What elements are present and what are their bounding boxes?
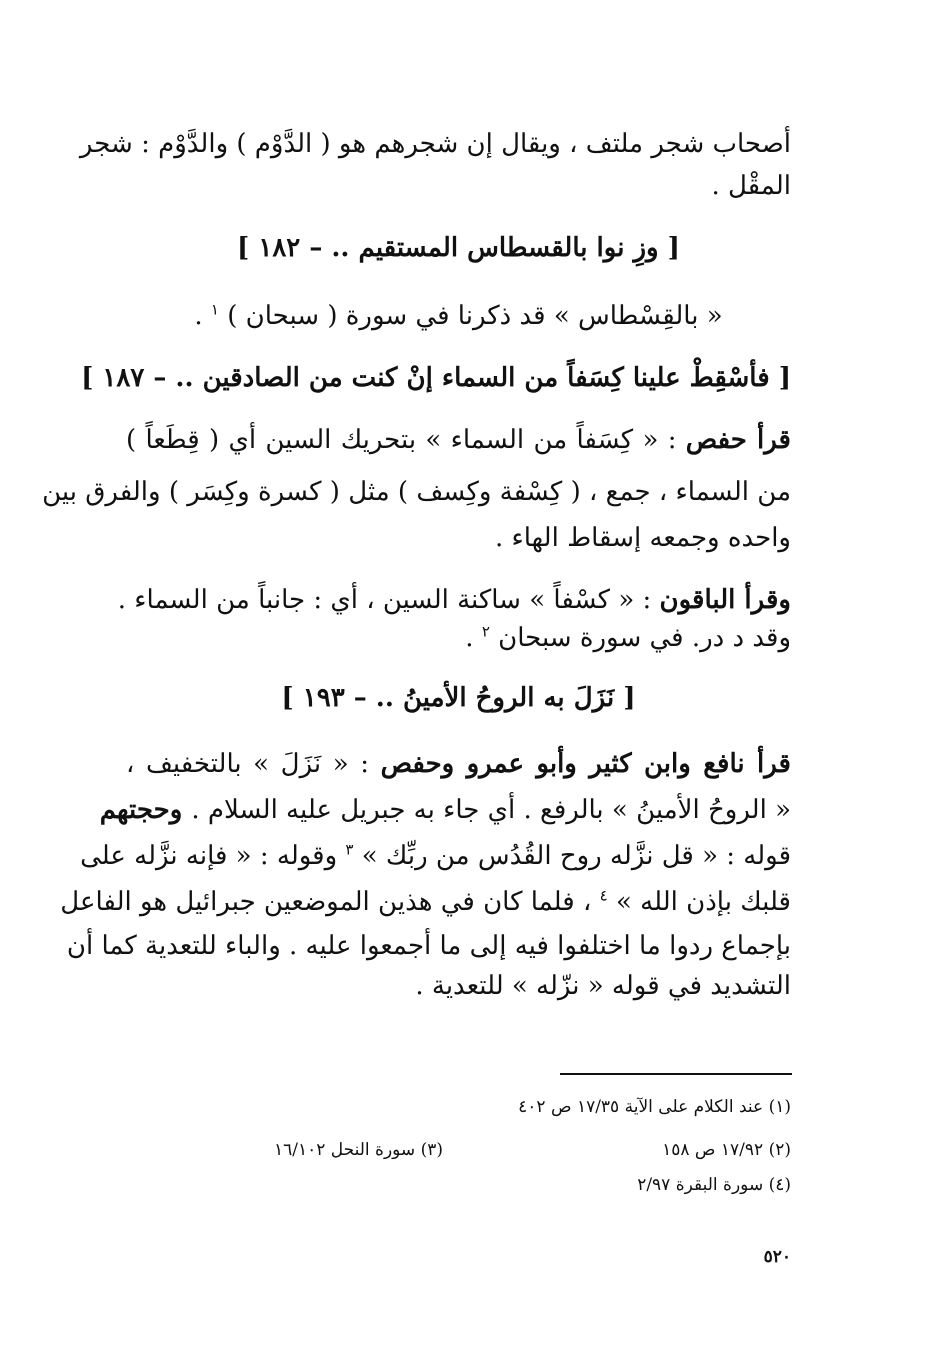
text-line-1: أصحاب شجر ملتف ، ويقال إن شجرهم هو ( الدَّوْم ) والدَّوْم : شجر <box>79 129 791 159</box>
text-line-5: من السماء ، جمع ، ( كِسْفة وكِسف ) مثل ( كسرة وكِسَر ) والفرق بين <box>42 477 791 507</box>
text-line-8: وقد د در. في سورة سبحان $^٢$ . <box>465 622 791 653</box>
text-line-13: بإجماع ردوا ما اختلفوا فيه إلى ما أجمعوا عليه . والباء للتعدية كما أن <box>66 931 791 961</box>
page-number: ٥٢٠ <box>763 1247 791 1267</box>
text-line-4: قرأ حفص : « كِسَفاً من السماء » بتحريك السين أي ( قِطَعاً ) <box>126 425 791 455</box>
footnote-4: (٤) سورة البقرة ٢/٩٧ <box>637 1175 791 1195</box>
footnote-ref-3: ٣ <box>345 840 354 859</box>
footnote-ref-2: ٢ <box>481 622 490 641</box>
text-line-11: قوله : « قل نزَّله روح القُدُس من ربِّك » $^٣$ وقوله : « فإنه نزَّله على <box>80 840 791 871</box>
verse-heading-187: [ فأسْقِطْ علينا كِسَفاً من السماء إنْ كنت من الصادقين .. – ١٨٧ ] <box>81 363 791 393</box>
text-line-6: واحده وجمعه إسقاط الهاء . <box>495 523 791 553</box>
text-line-2: المقْل . <box>711 171 791 201</box>
text-line-14: التشديد في قوله « نزّله » للتعدية . <box>415 971 791 1001</box>
footnote-1: (١) عند الكلام على الآية ١٧/٣٥ ص ٤٠٢ <box>518 1097 791 1117</box>
footnote-ref-1: ١ <box>210 300 219 319</box>
text-line-7: وقرأ الباقون : « كسْفاً » ساكنة السين ، أي : جانباً من السماء . <box>117 585 791 615</box>
text-line-10: « الروحُ الأمينُ » بالرفع . أي جاء به جبريل عليه السلام . وحجتهم <box>99 795 791 825</box>
footnote-3: (٣) سورة النحل ١٦/١٠٢ <box>273 1140 443 1160</box>
text-line-12: قلبك بإذن الله » $^٤$ ، فلما كان في هذين الموضعين جبرائيل هو الفاعل <box>60 886 791 917</box>
footnote-2: (٢) ١٧/٩٢ ص ١٥٨ <box>662 1140 791 1160</box>
text-line-3: « بالقِسْطاس » قد ذكرنا في سورة ( سبحان ) $^١$ . <box>194 300 723 331</box>
footnote-separator <box>560 1073 792 1075</box>
verse-heading-182: [ وزِ نوا بالقسطاس المستقيم .. – ١٨٢ ] <box>237 233 680 263</box>
text-line-9: قرأ نافع وابن كثير وأبو عمرو وحفص : « نَزَلَ » بالتخفيف ، <box>126 749 791 779</box>
footnote-ref-4: ٤ <box>599 886 608 905</box>
verse-heading-193: [ نَزَلَ به الروحُ الأمينُ .. – ١٩٣ ] <box>281 683 636 713</box>
